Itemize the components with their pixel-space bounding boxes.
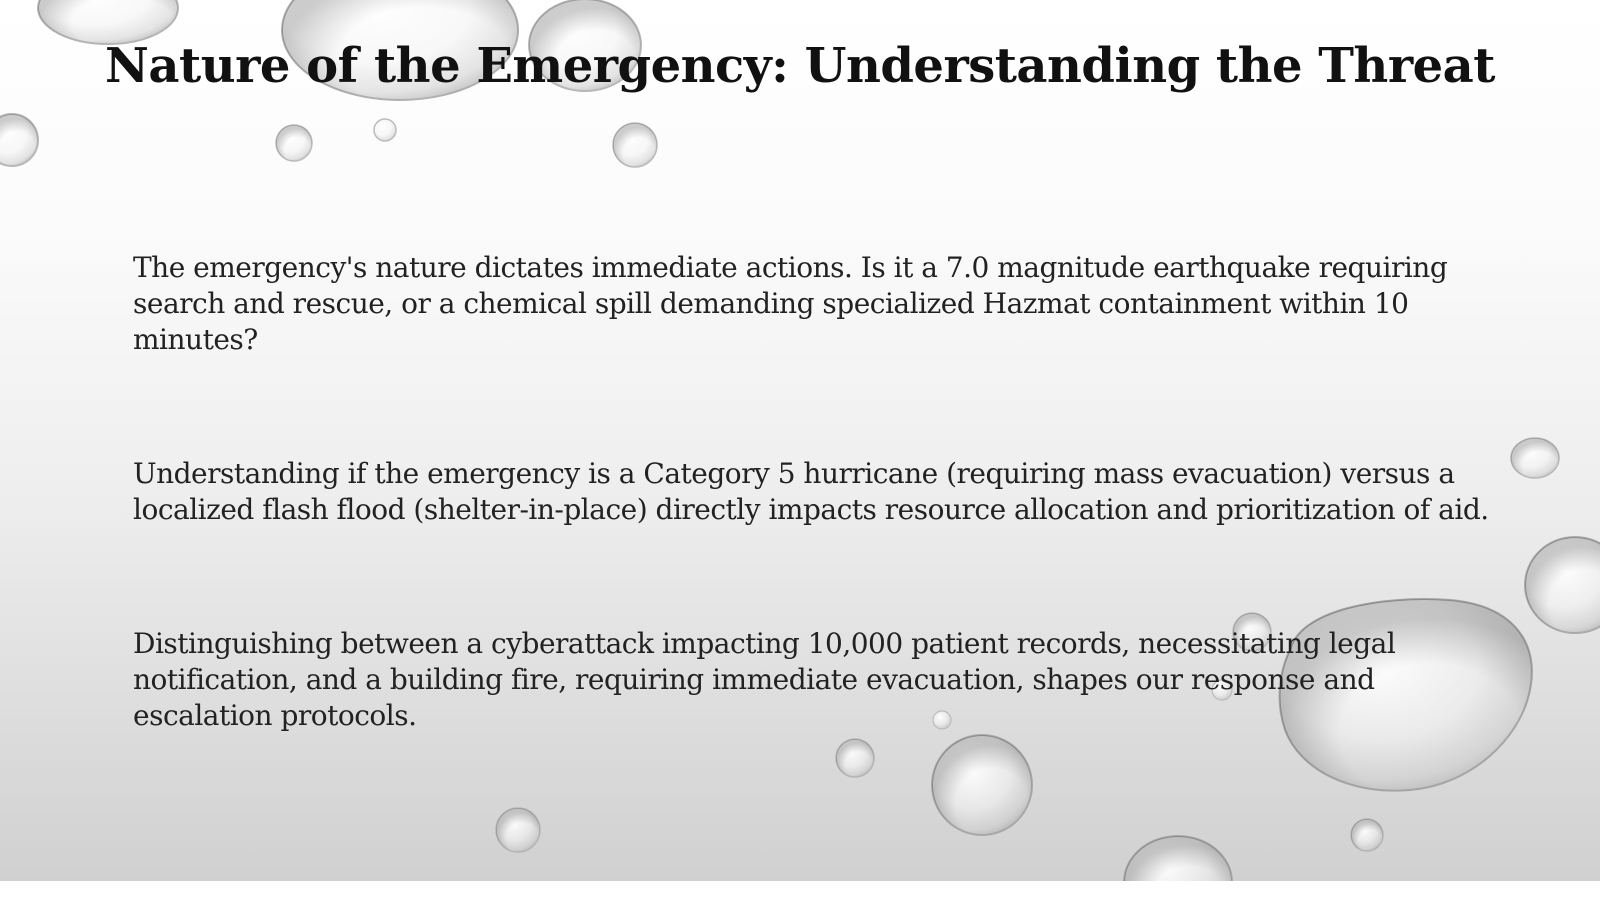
slide-title: Nature of the Emergency: Understanding the Threat: [105, 38, 1495, 94]
body-paragraph: The emergency's nature dictates immediate actions. Is it a 7.0 magnitude earthquake requiring search and rescue, or a chemical spill demanding specialized Hazmat containment within 10 minutes?: [133, 251, 1448, 356]
body-paragraph: Understanding if the emergency is a Category 5 hurricane (requiring mass evacuation) versus a localized flash flood (shelter-in-place) directly impacts resource allocation and prioritization of aid.: [133, 457, 1489, 526]
bottom-edge-strip: [0, 881, 1600, 899]
body-paragraph: Distinguishing between a cyberattack impacting 10,000 patient records, necessitating legal notification, and a building fire, requiring immediate evacuation, shapes our response and escalation protocols.: [133, 627, 1396, 732]
slide-body: [133, 250, 1493, 832]
droplet: [276, 125, 312, 161]
droplet: [613, 123, 657, 167]
droplet: [374, 119, 396, 141]
droplet: [1525, 537, 1600, 633]
droplet: [1511, 438, 1559, 478]
droplet: [0, 114, 38, 166]
